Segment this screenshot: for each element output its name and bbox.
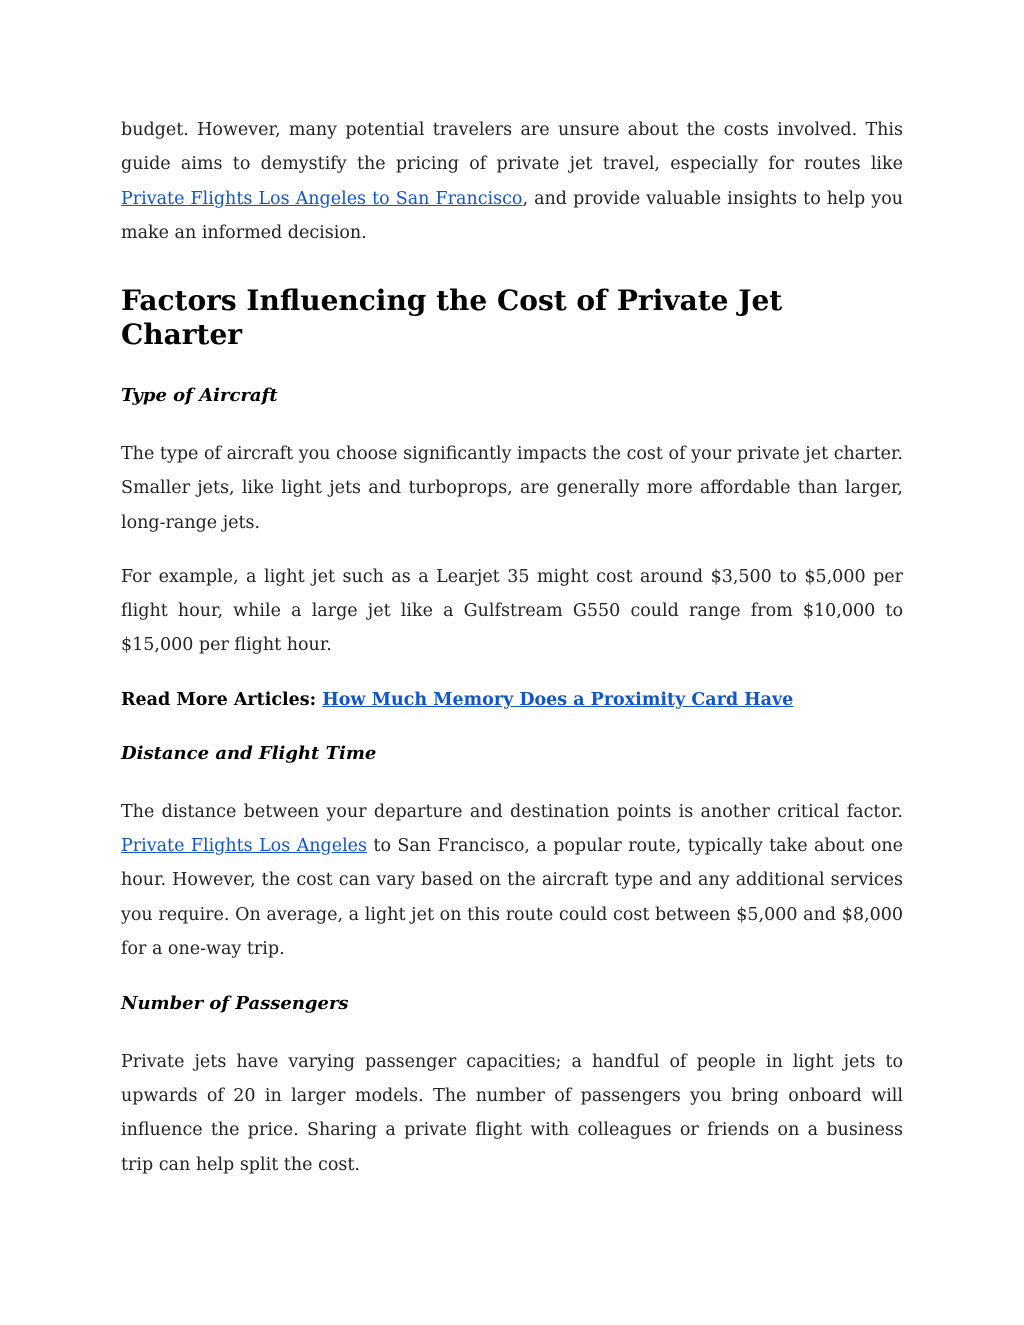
section-heading-passengers: Number of Passengers <box>121 993 349 1015</box>
aircraft-paragraph-1: The type of aircraft you choose significantly impacts the cost of your private jet charter. Smaller jets, like light jets and turboprops, are generally more affordable than larger, long-range jets. <box>121 443 903 533</box>
section-heading-distance: Distance and Flight Time <box>121 743 377 765</box>
proximity-card-article-link[interactable]: How Much Memory Does a Proximity Card Have <box>322 689 794 710</box>
passengers-paragraph: Private jets have varying passenger capacities; a handful of people in light jets to upwards of 20 in larger models. The number of passengers you bring onboard will influence the price. Sharing a private flight with colleagues or friends on a business trip can help split the cost. <box>121 1051 903 1175</box>
read-more-line <box>121 683 903 717</box>
section-heading-aircraft: Type of Aircraft <box>121 385 278 407</box>
private-flights-la-link[interactable]: Private Flights Los Angeles <box>121 835 368 856</box>
read-more-label: Read More Articles: <box>121 689 323 710</box>
intro-paragraph <box>121 113 903 250</box>
private-flights-la-sf-link[interactable]: Private Flights Los Angeles to San Francisco <box>121 188 523 209</box>
intro-text-end: , and provide valuable insights to help you make an informed decision. <box>121 188 903 243</box>
distance-text-end: to San Francisco, a popular route, typically take about one hour. However, the cost can vary based on the aircraft type and any additional services you require. On average, a light jet on this route could cost between $5,000 and $8,000 for a one-way trip. <box>121 835 904 959</box>
document-page <box>121 113 903 1182</box>
aircraft-paragraph-2: For example, a light jet such as a Learjet 35 might cost around $3,500 to $5,000 per flight hour, while a large jet like a Gulfstream G550 could range from $10,000 to $15,000 per flight hour. <box>121 566 903 656</box>
distance-text-start: The distance between your departure and destination points is another critical factor. <box>121 801 903 822</box>
main-heading: Factors Influencing the Cost of Private Jet Charter <box>121 284 783 351</box>
distance-paragraph <box>121 795 903 966</box>
intro-text-start: budget. However, many potential travelers are unsure about the costs involved. This guide aims to demystify the pricing of private jet travel, especially for routes like <box>121 120 903 175</box>
